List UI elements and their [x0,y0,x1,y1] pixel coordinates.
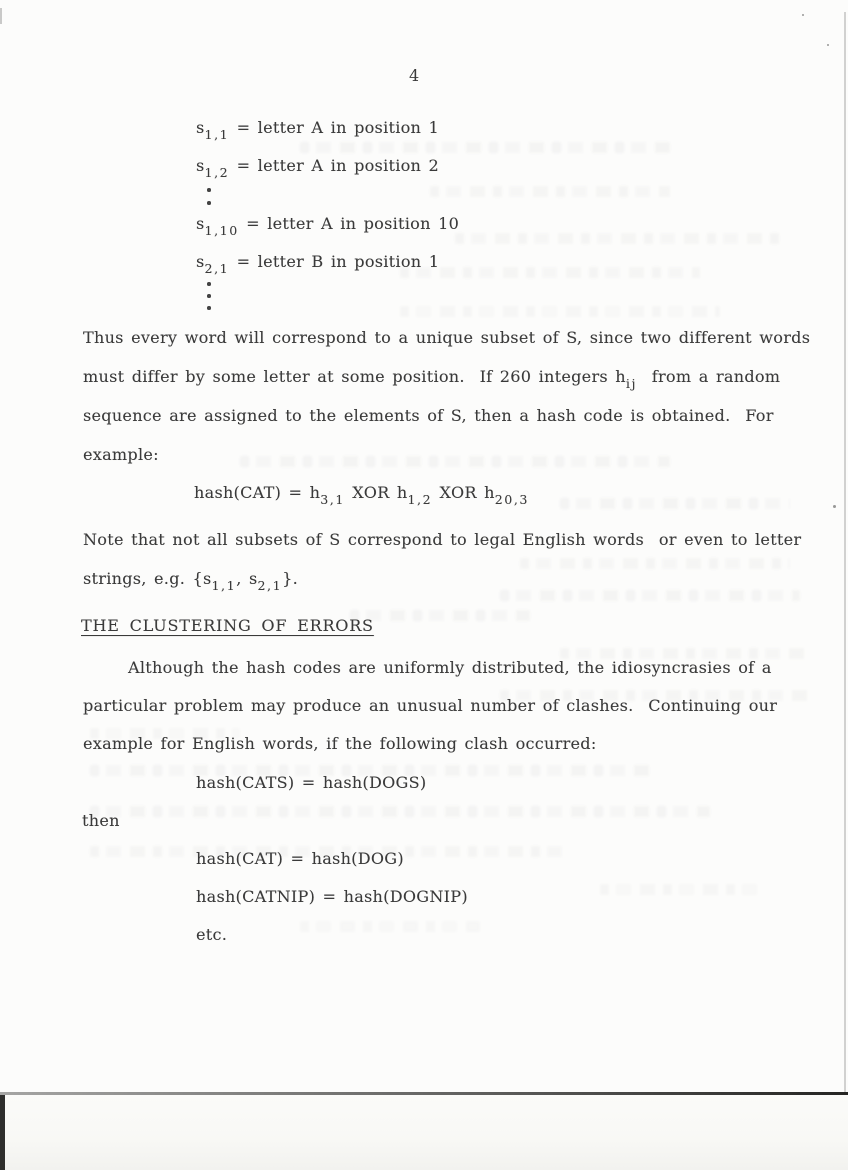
bleed-through-artifact [520,558,790,569]
formula-subscript: 1,2 [407,492,433,507]
bleed-through-artifact [90,846,570,857]
etc-text: etc. [196,925,228,944]
clash-equation-3: hash(CATNIP) = hash(DOGNIP) [196,887,468,906]
page-number: 4 [409,66,420,85]
paragraph3-line2: particular problem may produce an unusual number of clashes. Continuing our [83,696,778,715]
vertical-ellipsis-dot [207,201,211,205]
paragraph1-line3: sequence are assigned to the elements of S, then a hash code is obtained. For [83,406,774,425]
section-heading: THE CLUSTERING OF ERRORS [81,616,374,635]
definition-text: = letter A in position 1 [229,118,440,137]
paragraph2-line2 [83,569,299,593]
definition-line-1 [196,118,440,142]
paragraph1-line4: example: [83,445,159,464]
set-subscript: 2,1 [257,578,283,593]
definition-base: s [196,214,205,233]
definition-line-3 [196,214,460,238]
bleed-through-artifact [500,590,800,601]
paragraph2-line1: Note that not all subsets of S correspond to legal English words or even to letter [83,530,802,549]
paragraph1-line2-text: must differ by some letter at some position. If 260 integers h [83,367,626,386]
definition-text: = letter A in position 2 [229,156,440,175]
bleed-through-artifact [560,648,810,659]
bleed-through-artifact [400,306,720,317]
formula-text: XOR h [432,483,495,502]
scan-speck [833,505,836,508]
formula-subscript: 20,3 [494,492,529,507]
bleed-through-artifact [400,267,700,278]
definition-text: = letter B in position 1 [229,252,440,271]
formula-text: XOR h [344,483,408,502]
bleed-through-artifact [90,806,710,817]
hash-cat-formula [194,483,529,507]
page-right-edge [844,12,846,1092]
then-word: then [82,811,120,830]
definition-base: s [196,156,205,175]
definition-text: = letter A in position 10 [238,214,460,233]
scan-speck [802,14,804,16]
scan-edge-mark [0,8,2,24]
definition-subscript: 1,2 [204,165,230,180]
paragraph2-line2-mid: , s [236,569,258,588]
definition-subscript: 2,1 [204,261,230,276]
vertical-ellipsis-dot [207,282,211,286]
bleed-through-artifact [600,884,760,895]
vertical-ellipsis-dot [207,188,211,192]
clash-equation-1: hash(CATS) = hash(DOGS) [196,773,427,792]
bleed-through-artifact [455,233,785,244]
paragraph2-line2-tail: }. [282,569,299,588]
definition-subscript: 1,1 [204,127,230,142]
bleed-through-artifact [90,728,240,739]
paragraph1-line2 [83,367,781,391]
vertical-ellipsis-dot [207,306,211,310]
paragraph2-line2-text: strings, e.g. {s [83,569,212,588]
bleed-through-artifact [90,765,650,776]
paragraph1-line2-tail: from a random [636,367,781,386]
scanner-background-band [0,1095,848,1170]
bleed-through-artifact [300,921,480,932]
paragraph3-line3: example for English words, if the following clash occurred: [83,734,597,753]
definition-subscript: 1,10 [204,223,239,238]
vertical-ellipsis-dot [207,294,211,298]
paragraph3-line1: Although the hash codes are uniformly distributed, the idiosyncrasies of a [128,658,772,677]
formula-subscript: 3,1 [320,492,345,507]
scanner-edge-shadow [0,1095,5,1170]
definition-line-2 [196,156,440,180]
definition-base: s [196,252,205,271]
bleed-through-artifact [560,498,790,509]
bleed-through-artifact [350,610,530,621]
bleed-through-artifact [240,456,670,467]
definition-base: s [196,118,205,137]
formula-text: hash(CAT) = h [194,483,321,502]
paragraph1-line1: Thus every word will correspond to a unique subset of S, since two different words [83,328,811,347]
scan-speck [827,44,829,46]
set-subscript: 1,1 [211,578,237,593]
clash-equation-2: hash(CAT) = hash(DOG) [196,849,404,868]
bleed-through-artifact [300,142,670,153]
bleed-through-artifact [500,690,810,701]
h-ij-subscript: ij [625,376,637,391]
bleed-through-artifact [430,186,670,197]
